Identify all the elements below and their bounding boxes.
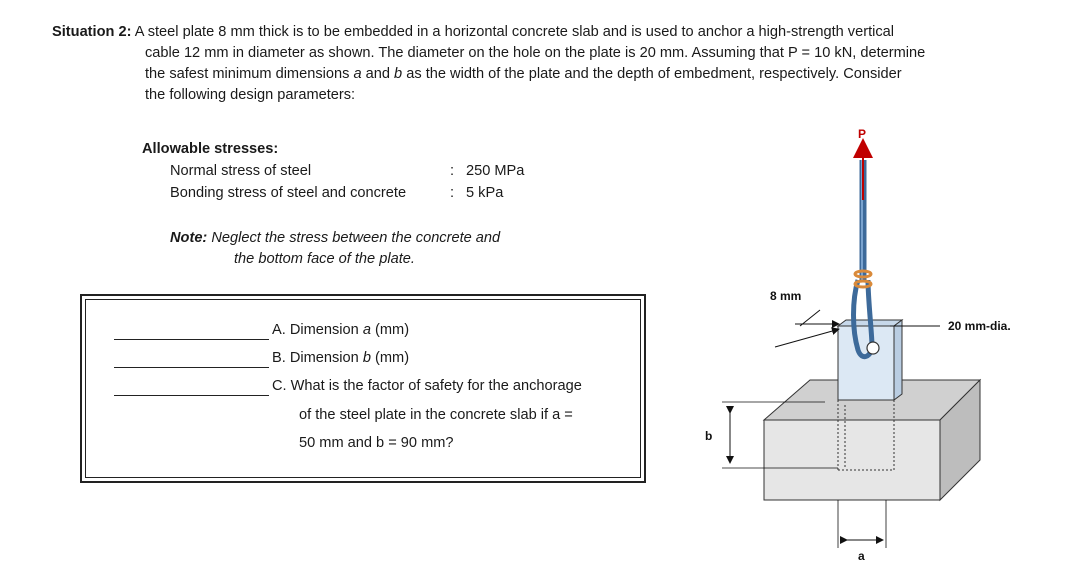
param-colon: : — [450, 163, 455, 179]
plate-hole — [867, 342, 879, 354]
depth-label: b — [705, 429, 713, 443]
problem-line-1: A steel plate 8 mm thick is to be embedded in a horizontal concrete slab and is used to anchor a high-strength vertical — [134, 24, 895, 40]
question-c-line-3: 50 mm and b = 90 mm? — [299, 435, 454, 451]
question-b: B. Dimension b (mm) — [272, 350, 410, 366]
load-label: P — [858, 127, 867, 141]
question-c-line-2: of the steel plate in the concrete slab if a = — [299, 407, 573, 423]
param-value: 250 MPa — [466, 163, 525, 179]
width-label: a — [858, 549, 865, 563]
param-value: 5 kPa — [466, 185, 504, 201]
problem-line-4: the following design parameters: — [145, 87, 356, 103]
steel-plate — [838, 326, 894, 400]
hole-label: 20 mm-dia. — [948, 319, 1011, 333]
problem-line-2: cable 12 mm in diameter as shown. The diameter on the hole on the plate is 20 mm. Assuming that P = 10 kN, determine — [145, 45, 926, 61]
param-label: Normal stress of steel — [170, 163, 312, 179]
note-prefix: Note: — [170, 230, 208, 246]
slab-front-face — [764, 420, 940, 500]
question-a: A. Dimension a (mm) — [272, 322, 410, 338]
param-colon: : — [450, 185, 455, 201]
thickness-label: 8 mm — [770, 289, 802, 303]
thickness-leader-3 — [775, 330, 836, 347]
problem-line-3: the safest minimum dimensions a and b as the width of the plate and the depth of embedment, respectively. Consider — [145, 66, 902, 82]
steel-plate-side — [894, 320, 902, 400]
question-c-line-1: C. What is the factor of safety for the anchorage — [272, 378, 582, 394]
note-line-1: Neglect the stress between the concrete and — [207, 230, 501, 246]
note-line-2: the bottom face of the plate. — [234, 251, 415, 267]
situation-label: Situation 2: — [52, 24, 132, 40]
allowable-stresses-title: Allowable stresses: — [142, 141, 279, 157]
param-label: Bonding stress of steel and concrete — [170, 185, 407, 201]
